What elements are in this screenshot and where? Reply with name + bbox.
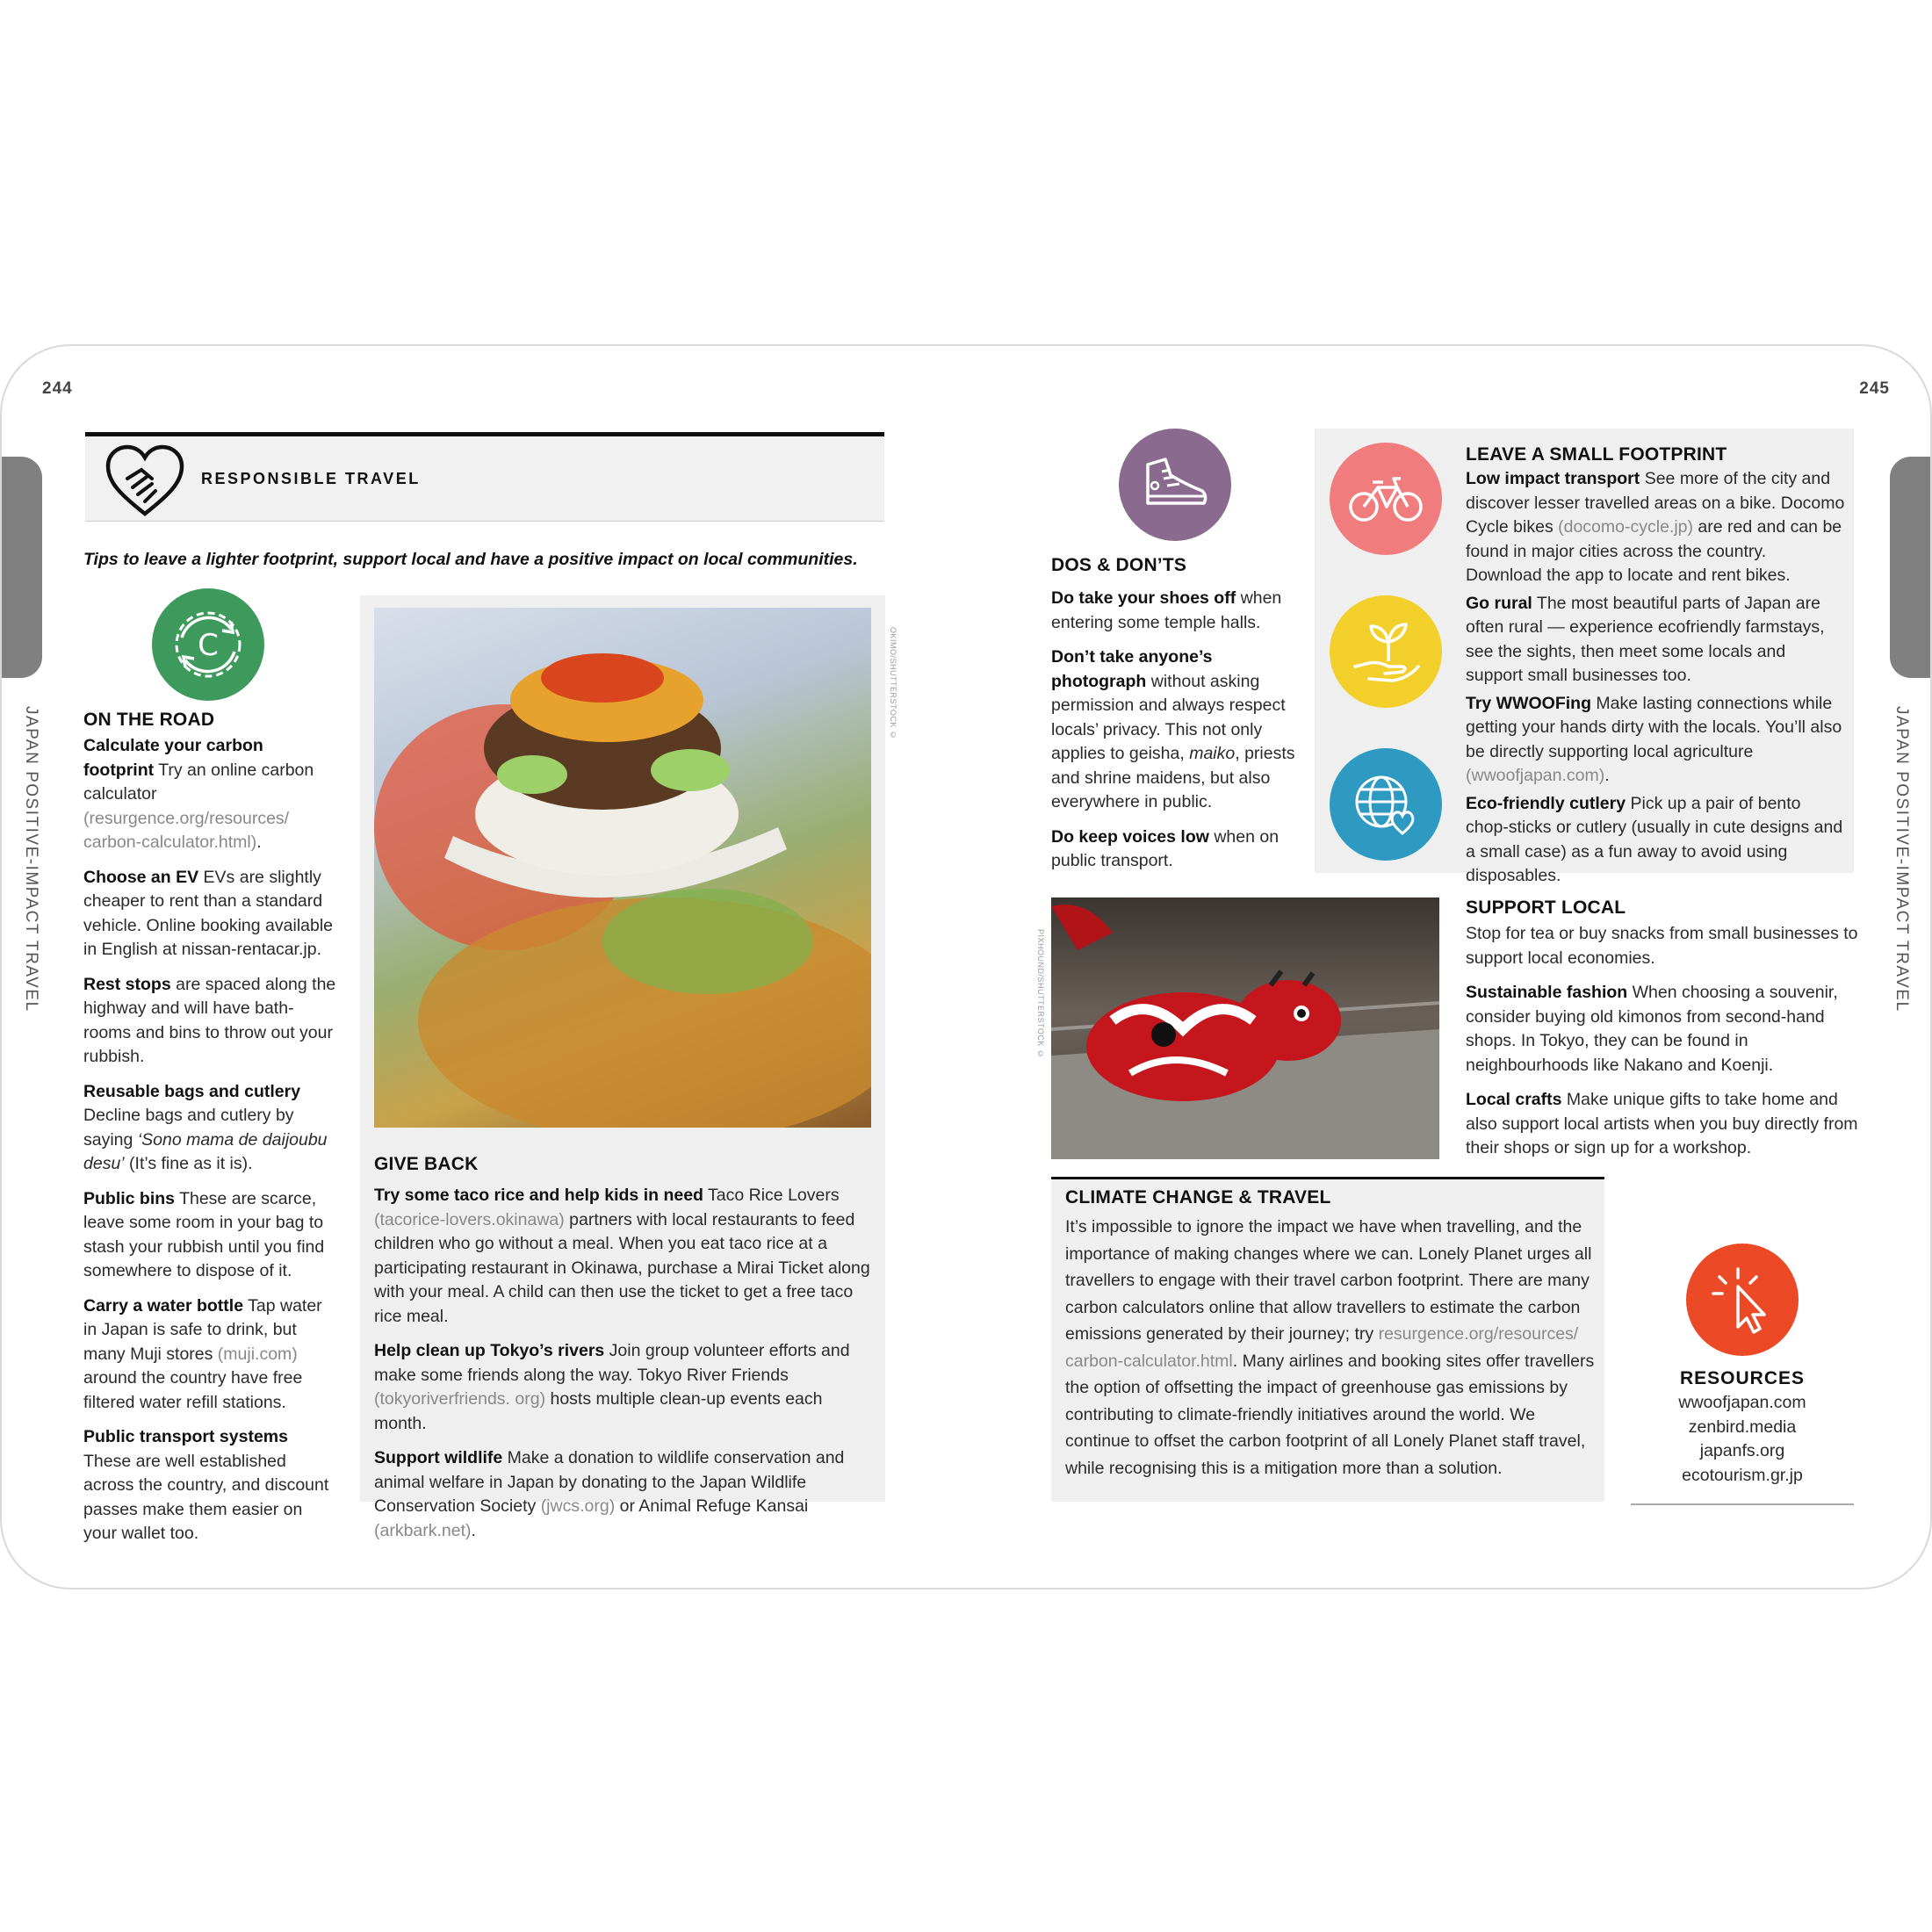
- list-item: Try WWOOFing Make lasting connections while getting your hands dirty with the locals. You’ll also be directly supporting local agriculture (wwoofjapan.com).: [1466, 693, 1842, 785]
- list-item: Choose an EV EVs are slightly cheaper to rent than a standard vehicle. Online booking available in English at nissan-rentacar.jp.: [83, 867, 334, 959]
- page-number-right: 245: [1859, 379, 1890, 398]
- resource-link[interactable]: wwoofjapan.com: [1678, 1393, 1806, 1412]
- dos-donts-section: [1051, 555, 1306, 884]
- resource-link[interactable]: zenbird.media: [1688, 1417, 1797, 1437]
- list-item: Help clean up Tokyo’s rivers Join group volunteer efforts and make some friends along the way. Tokyo River Friends (tokyoriverfriends. org) hosts multiple clean-up events each month.: [374, 1341, 850, 1433]
- list-item: Support wildlife Make a donation to wildlife conservation and animal welfare in Japan by donating to the Japan Wildlife Conservation Society (jwcs.org) or Animal Refuge Kansai (arkbark.net).: [374, 1448, 845, 1540]
- recycle-icon: [152, 588, 264, 701]
- support-local-heading: SUPPORT LOCAL: [1466, 898, 1626, 918]
- list-item: Try some taco rice and help kids in need Taco Rice Lovers (tacorice-lovers.okinawa) partners with local restaurants to feed children who go without a meal. When you eat taco rice at a participating restaurant in Okinawa, purchase a Mirai Ticket along with your meal. A child can then use the ticket to get a free taco rice meal.: [374, 1186, 870, 1326]
- list-item: Local crafts Make unique gifts to take home and also support local artists when you buy directly from their shops or sign up for a workshop.: [1466, 1090, 1858, 1157]
- chapter-tab-left: [2, 457, 42, 678]
- sneaker-icon: [1119, 429, 1231, 541]
- akabeko-cow-photo: [1051, 898, 1439, 1159]
- cursor-click-icon: [1686, 1244, 1799, 1356]
- dos-donts-heading: DOS & DON’TS: [1051, 555, 1187, 575]
- page-number-left: 244: [42, 379, 73, 398]
- resources-heading: RESOURCES: [1679, 1368, 1806, 1388]
- intro-text: Tips to leave a lighter footprint, support local and have a positive impact on local communities.: [83, 550, 858, 569]
- list-item: Public transport systems These are well established across the country, and discount passes make them easier on your wallet too.: [83, 1427, 329, 1543]
- list-item: Public bins These are scarce, leave some room in your bag to stash your rubbish until you find somewhere to dispose of it.: [83, 1188, 325, 1280]
- list-item: Do take your shoes off when entering some temple halls.: [1051, 588, 1282, 632]
- chapter-tab-right: [1890, 457, 1930, 678]
- bicycle-icon: [1330, 443, 1442, 555]
- climate-heading: CLIMATE CHANGE & TRAVEL: [1065, 1187, 1331, 1208]
- taco-rice-photo: [374, 608, 871, 1128]
- give-back-heading: GIVE BACK: [374, 1154, 479, 1174]
- resource-link[interactable]: ecotourism.gr.jp: [1682, 1465, 1803, 1485]
- give-back-section: [374, 1154, 875, 1554]
- handshake-heart-icon: [103, 443, 187, 523]
- list-item: Go rural The most beautiful parts of Japan are often rural — experience ecofriendly farmstays, see the sights, then meet some locals and support small businesses too.: [1466, 593, 1825, 685]
- resources-section: [1631, 1368, 1854, 1488]
- support-local-section: [1466, 898, 1861, 1171]
- on-the-road-section: [83, 710, 338, 1557]
- side-label-right: JAPAN POSITIVE-IMPACT TRAVEL: [1892, 706, 1911, 1013]
- svg-text:C: C: [198, 628, 219, 663]
- globe-heart-icon: [1330, 748, 1442, 861]
- list-item: Calculate your carbon footprint Try an online carbon calculator (resurgence.org/resources/ carbon-calculator.html).: [83, 736, 314, 852]
- plant-in-hand-icon: [1330, 595, 1442, 708]
- on-the-road-heading: ON THE ROAD: [83, 710, 215, 730]
- climate-text: It’s impossible to ignore the impact we have when travelling, and the importance of making changes where we can. Lonely Planet urges all travellers to engage with their travel carbon footprint. There are many carbon calculators online that allow travellers to estimate the carbon emissions generated by their journey; try resurgence.org/resources/ carbon-calculator.html. Many airlines and booking sites offer travellers the option of offsetting the impact of greenhouse gas emissions by contributing to climate-friendly initiatives around the world. We continue to offset the carbon footprint of all Lonely Planet staff travel, while recognising this is a mitigation more than a solution.: [1065, 1217, 1595, 1478]
- resources-divider: [1631, 1503, 1854, 1505]
- list-item: Do keep voices low when on public transport.: [1051, 826, 1280, 870]
- banner-title: RESPONSIBLE TRAVEL: [201, 470, 421, 487]
- list-item: Sustainable fashion When choosing a souvenir, consider buying old kimonos from second-hand shops. In Tokyo, they can be found in neighbourhoods like Nakano and Koenji.: [1466, 983, 1838, 1075]
- list-item: Don’t take anyone’s photograph without asking permission and always respect locals’ privacy. This not only applies to geisha, maiko, priests and shrine maidens, but also everywhere in public.: [1051, 647, 1295, 811]
- photo-credit-food: OKIMO/SHUTTERSTOCK ©: [889, 627, 898, 740]
- climate-section: [1065, 1187, 1596, 1481]
- resource-link[interactable]: japanfs.org: [1699, 1441, 1785, 1460]
- photo-credit-cow: PIXHOUND/SHUTTERSTOCK ©: [1036, 929, 1045, 1059]
- list-item: Low impact transport See more of the city and discover lesser travelled areas on a bike. Docomo Cycle bikes (docomo-cycle.jp) are red and can be found in major cities across the country. Download the app to locate and rent bikes.: [1466, 469, 1845, 585]
- list-item: Reusable bags and cutlery Decline bags and cutlery by saying ‘Sono mama de daijoubu desu’ (It’s fine as it is).: [83, 1081, 328, 1173]
- book-spread: [0, 344, 1932, 1590]
- small-footprint-heading: LEAVE A SMALL FOOTPRINT: [1466, 444, 1727, 465]
- small-footprint-section: [1466, 444, 1845, 892]
- side-label-left: JAPAN POSITIVE-IMPACT TRAVEL: [22, 706, 40, 1013]
- support-local-intro: Stop for tea or buy snacks from small businesses to support local economies.: [1466, 924, 1858, 968]
- list-item: Carry a water bottle Tap water in Japan is safe to drink, but many Muji stores (muji.com) around the country have free filtered water refill stations.: [83, 1295, 322, 1412]
- list-item: Eco-friendly cutlery Pick up a pair of bento chop-sticks or cutlery (usually in cute designs and a small case) as a fun away to avoid using disposables.: [1466, 793, 1843, 885]
- list-item: Rest stops are spaced along the highway and will have bath-rooms and bins to throw out your rubbish.: [83, 974, 336, 1066]
- section-banner: [85, 432, 884, 522]
